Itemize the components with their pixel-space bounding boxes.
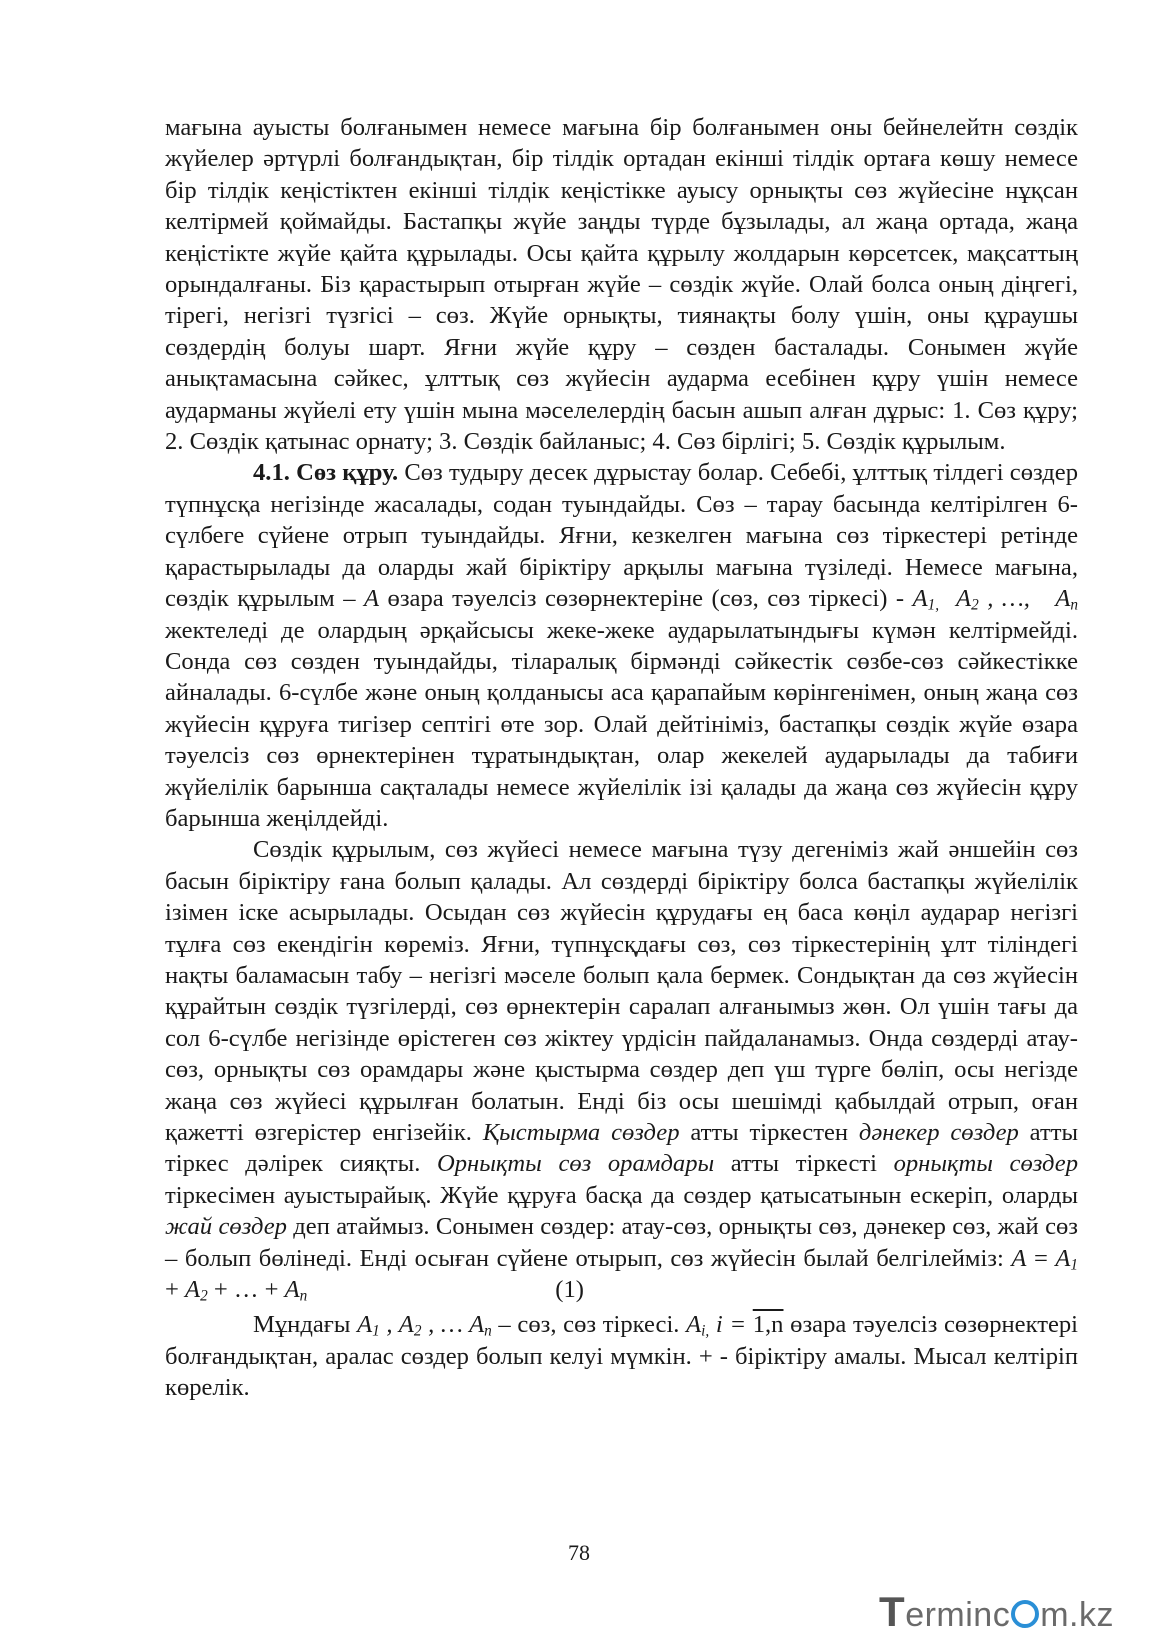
section-heading: 4.1. Сөз құру. xyxy=(253,459,399,487)
paragraph: Мұндағы $A_1$ , $A_2$ , … $A_n$ – сөз, сөз тіркесі. $A_{i,}$ i = 1,n өзара тәуелсіз сөзөрнектері болғандықтан, аралас сөздер болып келуі мүмкін. + - біріктіру амалы. Мысал келтіріп көрелік. xyxy=(165,1311,1078,1402)
formula-number: (1) xyxy=(555,1276,584,1304)
page-body xyxy=(165,112,1078,1404)
page-number: 78 xyxy=(568,1540,590,1565)
watermark-logo: Terminc m.kz xyxy=(879,1588,1114,1635)
section-paragraph: 4.1. Сөз құру. Сөз тудыру десек дұрыстау болар. Себебі, ұлттық тілдегі сөздер түпнұсқа негізінде жасалады, содан туындайды. Сөз – тарау басында келтірілген 6-сүлбеге сүйене отрып туындайды. Яғни, кезкелген мағына сөз тіркестері ретінде қарастырылады да оларды жай біріктіру арқылы мағына түзіледі. Немесе мағына, сөздік құрылым – A өзара тәуелсіз сөзөрнектеріне (сөз, сөз тіркесі) - $A_{1,}$ $A_2$ , …, $A_n$ жектеледі де олардың әрқайсысы жеке-жеке аударылатындығы күмән келтірмейді. Сонда сөз сөзден туындайды, тіларалық бірмәнді сәйкестік сөзбе-сөз сәйкестікке айналады. 6-сүлбе және оның қолданысы аса қарапайым көрінгенімен, оның жаңа сөз жүйесін құруға тигізер септігі өте зор. Олай дейтініміз, бастапқы сөздік жүйе өзара тәуелсіз сөз өрнектерінен тұратындықтан, олар жекелей аударылады да табиғи жүйелілік барынша сақталады немесе жүйелілік ізі қалады да жаңа сөз жүйесін құру барынша жеңілдейді. xyxy=(165,459,1079,832)
ring-icon xyxy=(1011,1600,1039,1628)
paragraph: Сөздік құрылым, сөз жүйесі немесе мағына түзу дегеніміз жай әншейін сөз басын біріктіру ғана болып қалады. Ал сөздерді біріктіру болса бастапқы жүйелілік ізімен іске асырылады. Осыдан сөз жүйесін құрудағы ең баса көңіл аударар негізгі тұлға сөз екендігін көреміз. Яғни, түпнұсқдағы сөз, сөз тіркестерінің ұлт тіліндегі нақты баламасын табу – негізгі мәселе болып қала бермек. Сондықтан да сөз жүйесін құрайтын сөздік түзгілерді, сөз өрнектерін саралап алғанымыз жөн. Ол үшін тағы да сол 6-сүлбе негізінде өрістеген сөз жіктеу үрдісін пайдаланамыз. Онда сөздерді атау-сөз, орнықты сөз орамдары және қыстырма сөздер деп үш түрге бөліп, осы негізде жаңа сөз жүйесі құрылған болатын. Енді біз осы шешімді қабылдай отрып, оған қажетті өзгерістер енгізейік. Қыстырма сөздер атты тіркестен дәнекер сөздер атты тіркес дәлірек сияқты. Орнықты сөз орамдары атты тіркесті орнықты сөздер тіркесімен ауыстырайық. Жүйе құруға басқа да сөздер қатысатынын ескеріп, оларды жай сөздер деп атаймыз. Сонымен сөздер: атау-сөз, орнықты сөз, дәнекер сөз, жай сөз – болып бөлінеді. Енді осыған сүйене отырып, сөз жүйесін былай белгілейміз: $A = A_1 + A_2$ + … + $A_n$ (1) xyxy=(165,836,1079,1305)
formula: $A = A_1 + A_2$ + … + $A_n$ xyxy=(165,1244,1079,1305)
paragraph: мағына ауысты болғанымен немесе мағына бір болғанымен оны бейнелейтн сөздік жүйелер әртүрлі болғандықтан, бір тілдік ортадан екінші тілдік ортаға көшу немесе бір тілдік кеңістіктен екінші тілдік кеңістікке ауысу орнықты сөз жүйесіне нұқсан келтірмей қоймайды. Бастапқы жүйе заңды түрде бұзылады, ал жаңа ортада, жаңа кеңістікте жүйе қайта құрылады. Осы қайта құрылу жолдарын көрсетсек, мақсаттың орындалғаны. Біз қарастырып отырған жүйе – сөздік жүйе. Олай болса оның діңгегі, тірегі, негізгі түзгісі – сөз. Жүйе орнықты, тиянақты болу үшін, оны құраушы сөздердің болуы шарт. Яғни жүйе құру – сөзден басталады. Сонымен жүйе анықтамасына сәйкес, ұлттық сөз жүйесін аударма есебінен құру үшін немесе аударманы жүйелі ету үшін мына мәселелердің басын ашып алған дұрыс: 1. Сөз құру; 2. Сөздік қатынас орнату; 3. Сөздік байланыс; 4. Сөз бірлігі; 5. Сөздік құрылым. xyxy=(165,114,1078,456)
